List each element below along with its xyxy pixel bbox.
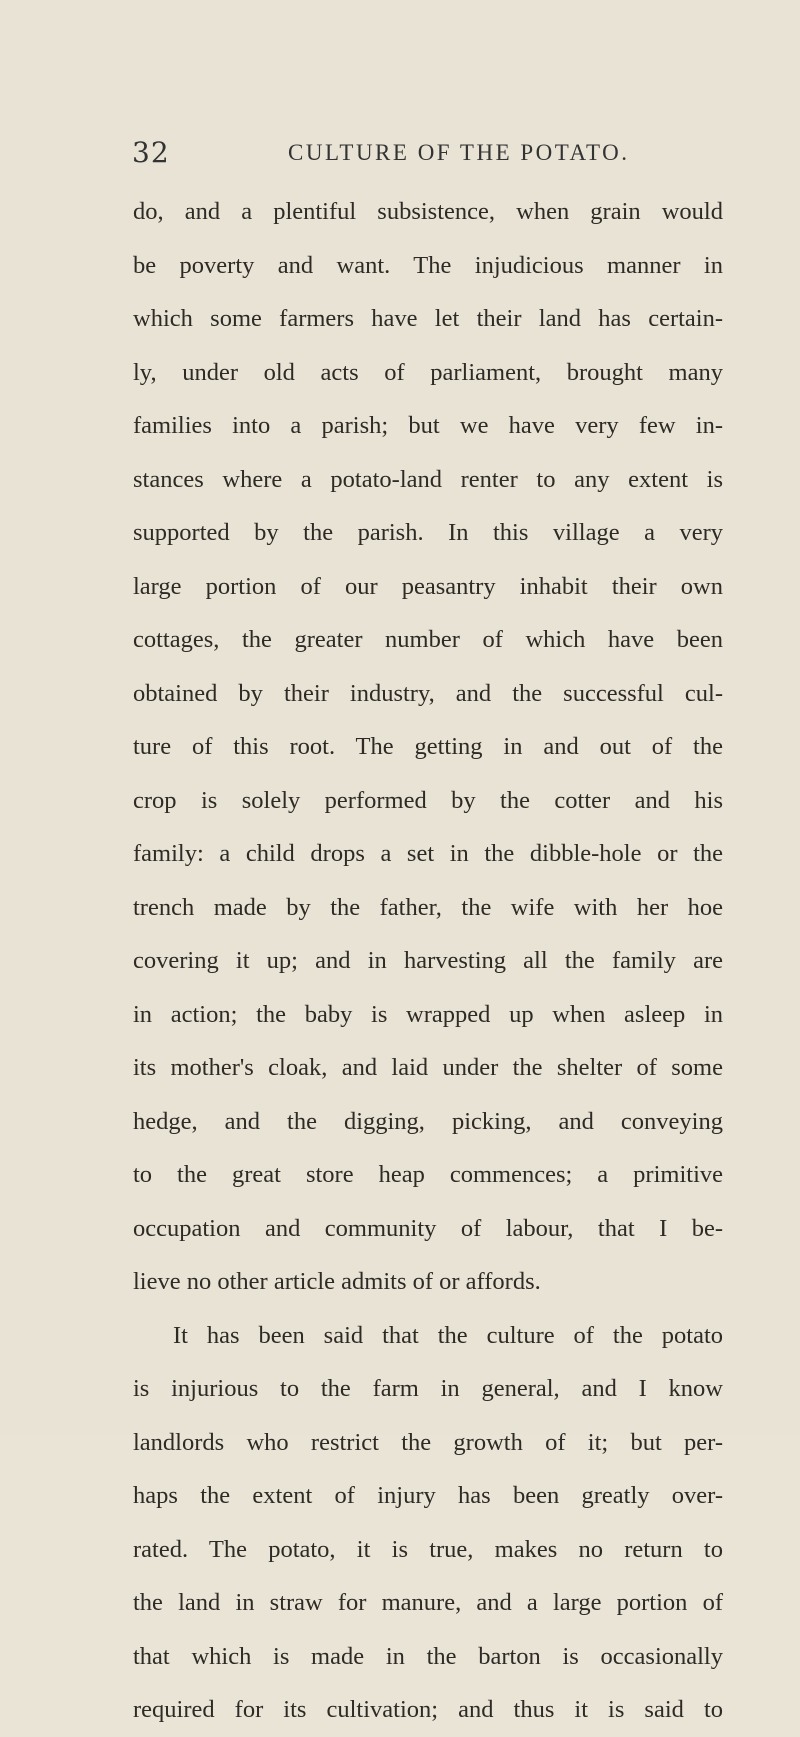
- text-line: hedge, and the digging, picking, and conveying: [133, 1107, 723, 1135]
- text-line: landlords who restrict the growth of it; but per-: [133, 1428, 723, 1456]
- text-line: ly, under old acts of parliament, brought many: [133, 358, 723, 386]
- text-line: families into a parish; but we have very few in-: [133, 412, 723, 439]
- text-line: is injurious to the farm in general, and I know: [133, 1375, 723, 1402]
- running-head: CULTURE OF THE POTATO.: [288, 140, 630, 165]
- text-line: its mother's cloak, and laid under the shelter of some: [133, 1054, 723, 1081]
- text-line: large portion of our peasantry inhabit their own: [133, 572, 723, 600]
- page-header: [132, 136, 712, 176]
- text-line: rated. The potato, it is true, makes no return to: [133, 1535, 723, 1563]
- text-line: to the great store heap commences; a primitive: [133, 1161, 723, 1188]
- text-line: ture of this root. The getting in and out of the: [133, 733, 723, 760]
- text-line: be poverty and want. The injudicious manner in: [133, 251, 723, 279]
- text-line: family: a child drops a set in the dibble-hole or the: [133, 840, 723, 867]
- text-line: crop is solely performed by the cotter and his: [133, 786, 723, 814]
- text-line-paragraph-start: It has been said that the culture of the potato: [173, 1321, 723, 1349]
- text-line: which some farmers have let their land has certain-: [133, 305, 723, 332]
- text-line: do, and a plentiful subsistence, when grain would: [133, 198, 723, 225]
- text-line: trench made by the father, the wife with her hoe: [133, 893, 723, 921]
- text-line: that which is made in the barton is occasionally: [133, 1642, 723, 1670]
- text-line-paragraph-end: lieve no other article admits of or affords.: [133, 1268, 541, 1295]
- page-number: 32: [132, 136, 170, 169]
- text-line: stances where a potato-land renter to any extent is: [133, 465, 723, 493]
- body-text: [133, 185, 723, 1737]
- text-line: supported by the parish. In this village a very: [133, 519, 723, 546]
- text-line: the land in straw for manure, and a large portion of: [133, 1589, 723, 1616]
- text-line: obtained by their industry, and the successful cul-: [133, 679, 723, 707]
- text-line: haps the extent of injury has been greatly over-: [133, 1482, 723, 1509]
- text-line: occupation and community of labour, that I be-: [133, 1214, 723, 1242]
- text-line: in action; the baby is wrapped up when asleep in: [133, 1000, 723, 1028]
- text-line: required for its cultivation; and thus it is said to: [133, 1696, 723, 1723]
- text-line: covering it up; and in harvesting all the family are: [133, 947, 723, 974]
- text-line: cottages, the greater number of which have been: [133, 626, 723, 653]
